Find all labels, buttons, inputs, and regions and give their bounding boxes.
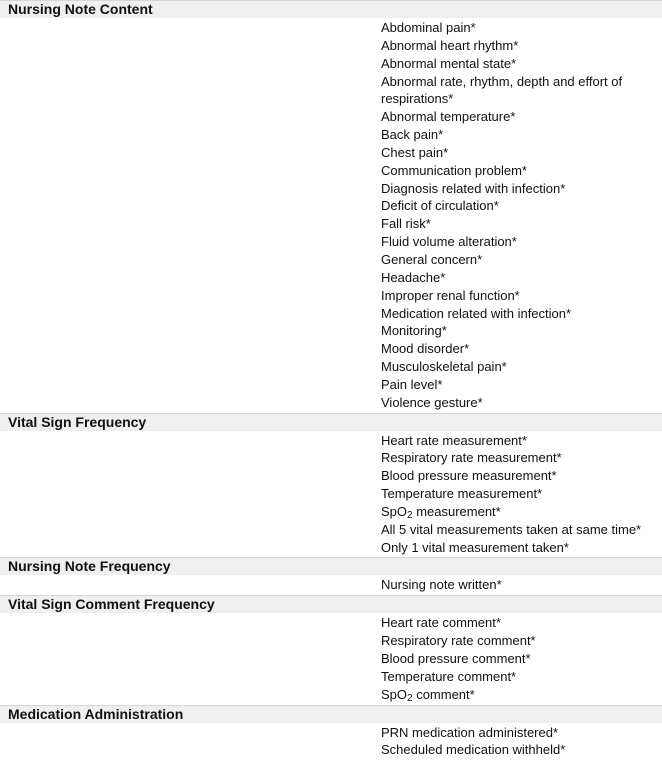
section	[0, 413, 662, 558]
list-item: All 5 vital measurements taken at same time*	[381, 521, 642, 537]
list-item: Respiratory rate comment*	[381, 633, 536, 649]
list-item: Headache*	[381, 269, 446, 285]
section-header: Vital Sign Comment Frequency	[0, 595, 662, 613]
list-item: Deficit of circulation*	[381, 198, 499, 214]
section-header: Nursing Note Frequency	[0, 557, 662, 575]
list-item: Musculoskeletal pain*	[381, 359, 507, 375]
list-item: SpO$_2$ measurement*	[381, 503, 501, 521]
list-item: Only 1 vital measurement taken*	[381, 539, 569, 555]
list-item: Abnormal heart rhythm*	[381, 37, 519, 53]
list-item: Medication related with infection*	[381, 305, 572, 321]
section-items	[0, 431, 662, 558]
list-item: Fluid volume alteration*	[381, 234, 517, 250]
list-item: Respiratory rate measurement*	[381, 450, 562, 466]
list-item: PRN medication administered*	[381, 724, 559, 740]
list-item: Fall risk*	[381, 216, 431, 232]
section-items	[0, 18, 662, 413]
list-item: Communication problem*	[381, 162, 527, 178]
list-item: Heart rate comment*	[381, 615, 501, 631]
list-item: Temperature comment*	[381, 668, 517, 684]
list-item: Violence gesture*	[381, 394, 483, 410]
section	[0, 595, 662, 704]
list-item: Mood disorder*	[381, 341, 470, 357]
list-item: Abnormal mental state*	[381, 55, 517, 71]
list-item: Abdominal pain*	[381, 20, 476, 35]
list-item: General concern*	[381, 251, 483, 267]
list-item: Abnormal temperature*	[381, 109, 516, 125]
section-header: Vital Sign Frequency	[0, 413, 662, 431]
list-item: Blood pressure measurement*	[381, 468, 557, 484]
list-item: Chest pain*	[381, 144, 449, 160]
section	[0, 705, 662, 760]
section-items	[0, 723, 662, 760]
section-header: Medication Administration	[0, 705, 662, 723]
list-item: Diagnosis related with infection*	[381, 180, 566, 196]
list-item: SpO$_2$ comment*	[381, 686, 475, 704]
list-item: Pain level*	[381, 376, 443, 392]
list-item: Improper renal function*	[381, 287, 520, 303]
section	[0, 557, 662, 595]
list-item: Blood pressure comment*	[381, 651, 531, 666]
list-item: Abnormal rate, rhythm, depth and effort of respirations*	[381, 73, 623, 107]
list-item: Scheduled medication withheld*	[381, 742, 566, 758]
list-item: Heart rate measurement*	[381, 432, 527, 448]
section-header: Nursing Note Content	[0, 0, 662, 18]
list-item: Back pain*	[381, 127, 444, 143]
list-item: Monitoring*	[381, 323, 447, 339]
section-items	[0, 575, 662, 595]
list-item: Temperature measurement*	[381, 486, 543, 502]
list-item: Nursing note written*	[381, 577, 502, 593]
section-items	[0, 613, 662, 704]
